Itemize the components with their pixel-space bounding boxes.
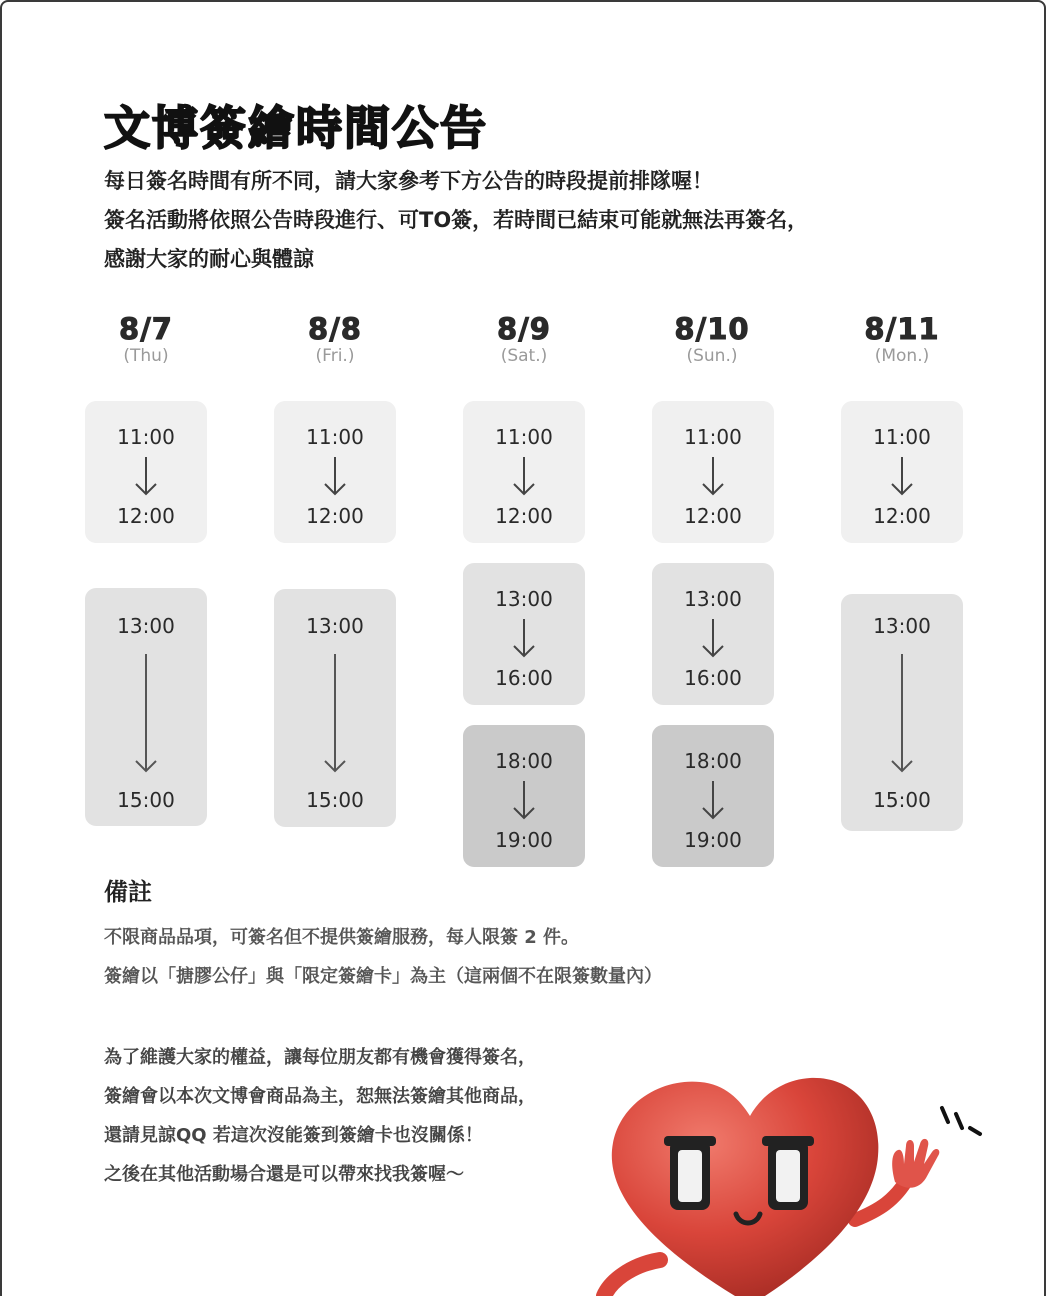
page-title: 文博簽繪時間公告 (104, 101, 488, 155)
schedule-date: 8/7 (119, 312, 173, 346)
down-arrow-icon (511, 781, 537, 821)
intro-text (104, 162, 808, 279)
slot-end-time: 15:00 (117, 788, 175, 812)
notes-title: 備註 (104, 878, 152, 906)
slot-start-time: 13:00 (117, 614, 175, 638)
slot-start-time: 11:00 (117, 425, 175, 449)
schedule-column-header (652, 312, 772, 366)
slot-end-time: 16:00 (684, 666, 742, 690)
schedule-day: (Sun.) (686, 346, 738, 366)
down-arrow-icon (133, 457, 159, 497)
time-slot (85, 401, 207, 543)
intro-line: 每日簽名時間有所不同，請大家參考下方公告的時段提前排隊喔！ (104, 169, 713, 193)
slot-end-time: 12:00 (306, 504, 364, 528)
time-slot (85, 588, 207, 826)
slot-start-time: 13:00 (873, 614, 931, 638)
intro-line: 感謝大家的耐心與體諒 (104, 247, 314, 271)
time-slot (652, 725, 774, 867)
schedule-date: 8/10 (674, 312, 750, 346)
slot-end-time: 12:00 (873, 504, 931, 528)
notes-line: 簽繪以「搪膠公仔」與「限定簽繪卡」為主（這兩個不在限簽數量內） (104, 966, 662, 987)
schedule-day: (Thu) (123, 346, 169, 366)
time-slot (274, 401, 396, 543)
schedule-column-header (275, 312, 395, 366)
notes-list (104, 918, 662, 996)
slot-start-time: 11:00 (684, 425, 742, 449)
slot-start-time: 11:00 (495, 425, 553, 449)
slot-start-time: 18:00 (495, 749, 553, 773)
slot-start-time: 11:00 (306, 425, 364, 449)
time-slot (841, 594, 963, 831)
notes-line: 不限商品品項，可簽名但不提供簽繪服務，每人限簽 2 件。 (104, 927, 580, 948)
slot-end-time: 16:00 (495, 666, 553, 690)
intro-line: 簽名活動將依照公告時段進行、可TO簽，若時間已結束可能就無法再簽名， (104, 208, 809, 232)
time-slot (463, 401, 585, 543)
closing-paragraph (104, 1038, 536, 1194)
slot-end-time: 12:00 (495, 504, 553, 528)
slot-end-time: 12:00 (117, 504, 175, 528)
down-arrow-icon (889, 457, 915, 497)
schedule-day: (Sat.) (500, 346, 548, 366)
time-slot (652, 563, 774, 705)
down-arrow-icon (133, 654, 159, 774)
schedule-column-header (464, 312, 584, 366)
time-slot (652, 401, 774, 543)
slot-end-time: 15:00 (873, 788, 931, 812)
slot-end-time: 19:00 (495, 828, 553, 852)
schedule-day: (Mon.) (874, 346, 930, 366)
down-arrow-icon (511, 457, 537, 497)
slot-start-time: 11:00 (873, 425, 931, 449)
schedule-date: 8/11 (864, 312, 940, 346)
slot-end-time: 12:00 (684, 504, 742, 528)
down-arrow-icon (700, 457, 726, 497)
down-arrow-icon (700, 619, 726, 659)
schedule-date: 8/8 (308, 312, 362, 346)
down-arrow-icon (322, 654, 348, 774)
schedule-date: 8/9 (497, 312, 551, 346)
down-arrow-icon (700, 781, 726, 821)
down-arrow-icon (511, 619, 537, 659)
closing-line: 為了維護大家的權益，讓每位朋友都有機會獲得簽名， (104, 1047, 536, 1068)
closing-line: 還請見諒QQ 若這次沒能簽到簽繪卡也沒關係！ (104, 1125, 483, 1146)
heart-mascot (590, 1060, 990, 1296)
schedule-column-header (86, 312, 206, 366)
closing-line: 簽繪會以本次文博會商品為主，恕無法簽繪其他商品， (104, 1086, 536, 1107)
slot-end-time: 15:00 (306, 788, 364, 812)
time-slot (463, 563, 585, 705)
time-slot (274, 589, 396, 827)
closing-line: 之後在其他活動場合還是可以帶來找我簽喔～ (104, 1164, 464, 1185)
slot-start-time: 13:00 (495, 587, 553, 611)
time-slot (841, 401, 963, 543)
slot-end-time: 19:00 (684, 828, 742, 852)
slot-start-time: 13:00 (684, 587, 742, 611)
time-slot (463, 725, 585, 867)
schedule-day: (Fri.) (315, 346, 355, 366)
down-arrow-icon (889, 654, 915, 774)
slot-start-time: 13:00 (306, 614, 364, 638)
schedule-column-header (842, 312, 962, 366)
slot-start-time: 18:00 (684, 749, 742, 773)
down-arrow-icon (322, 457, 348, 497)
